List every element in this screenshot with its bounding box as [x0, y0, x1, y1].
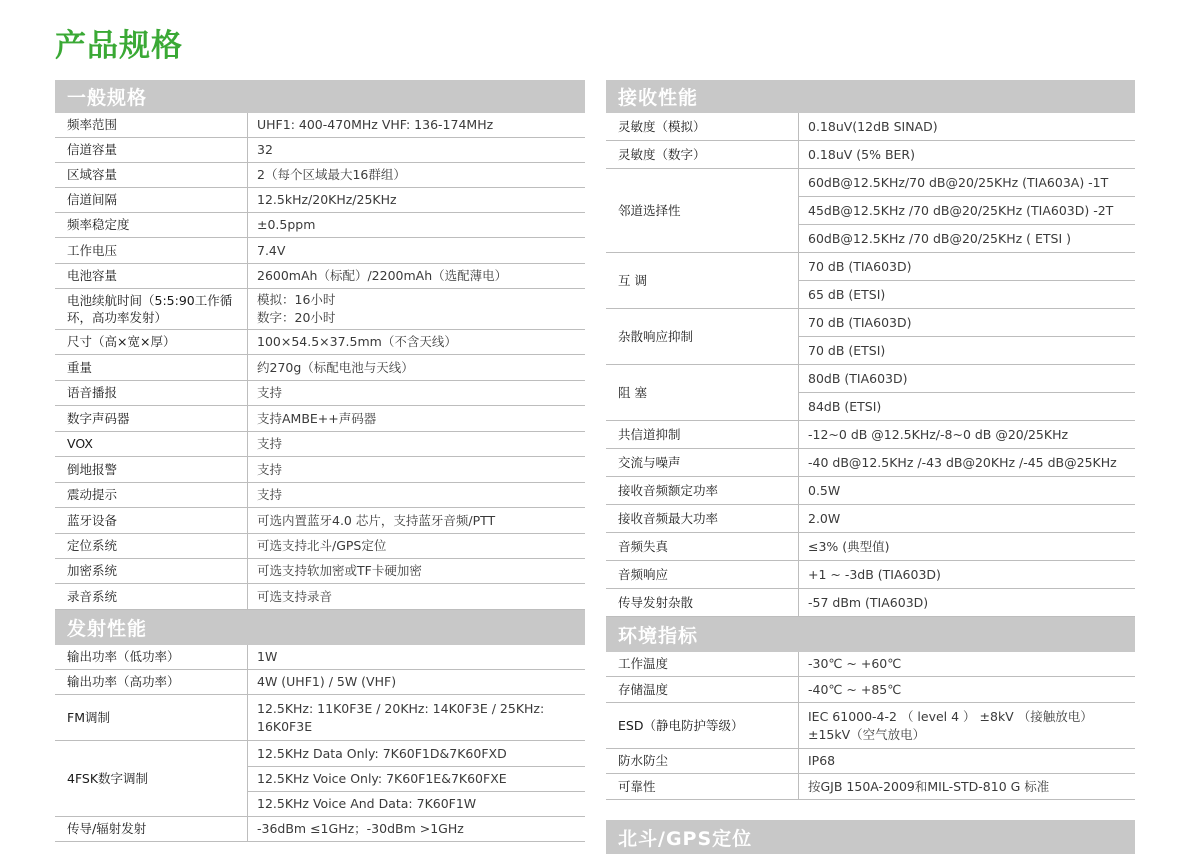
- spec-row: [606, 703, 1135, 749]
- spec-value: [799, 141, 1136, 169]
- spec-row: [55, 163, 585, 188]
- transmit-spec-table: [55, 645, 585, 842]
- spec-value: [248, 138, 586, 163]
- spec-value-line: 数字：20小时: [257, 310, 336, 325]
- spec-label: 音频响应: [606, 561, 799, 589]
- spec-row: [606, 113, 1135, 141]
- spec-value-line: 可选内置蓝牙4.0 芯片，支持蓝牙音频/PTT: [257, 512, 496, 528]
- spec-value: [799, 421, 1136, 449]
- spec-value: 70 dB (TIA603D): [799, 309, 1136, 337]
- spec-label: 倒地报警: [55, 457, 248, 483]
- spec-value-line: 0.18uV (5% BER): [808, 146, 915, 162]
- spec-value: 12.5KHz Data Only: 7K60F1D&7K60FXD: [248, 741, 586, 767]
- spec-value-line: 可选支持软加密或TF卡硬加密: [257, 563, 422, 578]
- spec-value-line: -30℃ ~ +60℃: [808, 656, 902, 671]
- general-spec-table: [55, 113, 585, 610]
- spec-label: 阻 塞: [606, 365, 799, 421]
- spec-value: 60dB@12.5KHz /70 dB@20/25KHz ( ETSI ): [799, 225, 1136, 253]
- spec-value: 80dB (TIA603D): [799, 365, 1136, 393]
- spec-label: 蓝牙设备: [55, 508, 248, 534]
- spec-row: [55, 534, 585, 559]
- spec-label: 可靠性: [606, 774, 799, 800]
- spec-label: ESD（静电防护等级）: [606, 703, 799, 749]
- spec-row: [606, 561, 1135, 589]
- spec-row: [55, 113, 585, 138]
- spec-value: [248, 213, 586, 238]
- spec-value: [248, 817, 586, 842]
- spec-label: 接收音频额定功率: [606, 477, 799, 505]
- spec-row: [55, 508, 585, 534]
- spec-row: [55, 213, 585, 238]
- spec-label: 尺寸（高×宽×厚）: [55, 330, 248, 355]
- spec-value: [248, 381, 586, 406]
- spec-row: [55, 188, 585, 213]
- spec-value: [248, 330, 586, 355]
- spec-value-line: IP68: [808, 753, 836, 768]
- spec-value-line: UHF1: 400-470MHz VHF: 136-174MHz: [257, 117, 494, 132]
- environment-spec-table: [606, 652, 1135, 800]
- spec-row: [606, 589, 1135, 617]
- spec-value: 84dB (ETSI): [799, 393, 1136, 421]
- spec-row: [55, 457, 585, 483]
- spec-value-line: 可选支持录音: [257, 588, 333, 604]
- spec-value-line: 2600mAh（标配）/2200mAh（选配薄电）: [257, 268, 508, 283]
- spec-label: 音频失真: [606, 533, 799, 561]
- spec-value-line: 约270g（标配电池与天线）: [257, 359, 414, 375]
- spec-label: 防水防尘: [606, 749, 799, 774]
- spec-label: 传导发射杂散: [606, 589, 799, 617]
- spec-value: [248, 264, 586, 289]
- spec-label: 加密系统: [55, 559, 248, 584]
- spec-value-line: -40℃ ~ +85℃: [808, 681, 902, 697]
- spec-label: 区域容量: [55, 163, 248, 188]
- spec-value: [799, 703, 1136, 749]
- spec-value-line: IEC 61000-4-2 （ level 4 ） ±8kV （接触放电）: [808, 708, 1093, 724]
- spec-value-line: 12.5KHz: 11K0F3E / 20KHz: 14K0F3E / 25KHz:: [257, 700, 545, 716]
- spec-label: 邻道选择性: [606, 169, 799, 253]
- spec-value: [248, 645, 586, 670]
- spec-value: [248, 238, 586, 264]
- spec-label: 工作温度: [606, 652, 799, 677]
- spec-label: 传导/辐射发射: [55, 817, 248, 842]
- spec-row: [55, 817, 585, 842]
- spec-value-line: -40 dB@12.5KHz /-43 dB@20KHz /-45 dB@25KHz: [808, 454, 1117, 470]
- spec-value: [248, 559, 586, 584]
- right-column: [606, 80, 1135, 854]
- spec-row: [606, 749, 1135, 774]
- spec-row: [55, 432, 585, 457]
- spec-row: [55, 138, 585, 163]
- spec-value-line: 模拟：16小时: [257, 292, 336, 307]
- spec-label: 电池续航时间（5:5:90工作循环，高功率发射）: [55, 289, 248, 330]
- spec-label: 共信道抑制: [606, 421, 799, 449]
- spec-value: [248, 355, 586, 381]
- spec-label: 输出功率（高功率）: [55, 670, 248, 695]
- spec-value-line: 支持: [257, 385, 283, 400]
- spec-value-line: 支持AMBE++声码器: [257, 410, 377, 426]
- spec-row: [606, 505, 1135, 533]
- spec-row: [606, 141, 1135, 169]
- spec-value-line: 0.18uV(12dB SINAD): [808, 118, 938, 134]
- spec-value: [248, 163, 586, 188]
- spec-row: [606, 652, 1135, 677]
- spec-label: 信道容量: [55, 138, 248, 163]
- spec-value: [799, 652, 1136, 677]
- spec-label: 数字声码器: [55, 406, 248, 432]
- spec-value: 45dB@12.5KHz /70 dB@20/25KHz (TIA603D) -2T: [799, 197, 1136, 225]
- spec-label: 互 调: [606, 253, 799, 309]
- spec-label: VOX: [55, 432, 248, 457]
- receive-spec-table: [606, 113, 1135, 617]
- left-column: [55, 80, 585, 842]
- section-environment-heading: 环境指标: [606, 617, 1135, 652]
- spec-value: [248, 406, 586, 432]
- spec-row: [606, 774, 1135, 800]
- spec-label: 录音系统: [55, 584, 248, 610]
- spec-label: 震动提示: [55, 483, 248, 508]
- spec-row: [55, 406, 585, 432]
- spec-value: [799, 589, 1136, 617]
- page-title: 产品规格: [55, 28, 183, 64]
- spec-value: 12.5KHz Voice Only: 7K60F1E&7K60FXE: [248, 767, 586, 792]
- spec-value-line: 按GJB 150A-2009和MIL-STD-810 G 标准: [808, 778, 1050, 794]
- section-transmit-heading: 发射性能: [55, 610, 585, 645]
- spec-label: 重量: [55, 355, 248, 381]
- spec-value-line: -57 dBm (TIA603D): [808, 594, 929, 610]
- section-receive-heading: 接收性能: [606, 80, 1135, 113]
- spec-label: 4FSK数字调制: [55, 741, 248, 817]
- spec-value-line: ±0.5ppm: [257, 217, 316, 232]
- spec-row: [55, 289, 585, 330]
- spec-value: [799, 561, 1136, 589]
- spec-value-line: 0.5W: [808, 482, 841, 498]
- spec-row: [606, 365, 1135, 393]
- spec-label: 语音播报: [55, 381, 248, 406]
- spec-row: [606, 253, 1135, 281]
- spec-value-line: 可选支持北斗/GPS定位: [257, 538, 387, 553]
- spec-row: [606, 421, 1135, 449]
- spec-value-line: -36dBm ≤1GHz；-30dBm >1GHz: [257, 821, 464, 836]
- spec-label: 灵敏度（数字）: [606, 141, 799, 169]
- spec-value: [248, 113, 586, 138]
- spec-label: 接收音频最大功率: [606, 505, 799, 533]
- spec-row: [55, 355, 585, 381]
- spec-value: [248, 289, 586, 330]
- spec-value-line: 32: [257, 142, 273, 157]
- spec-value: [799, 749, 1136, 774]
- spec-value: [799, 774, 1136, 800]
- spec-label: 定位系统: [55, 534, 248, 559]
- spec-row: [606, 533, 1135, 561]
- spec-row: [55, 483, 585, 508]
- spec-value-line: 2.0W: [808, 510, 841, 526]
- spec-value-line: 支持: [257, 436, 283, 451]
- spec-row: [606, 169, 1135, 197]
- spec-row: [55, 559, 585, 584]
- spec-value: [799, 449, 1136, 477]
- spec-value-line: 支持: [257, 461, 283, 477]
- spec-value: [248, 670, 586, 695]
- spec-value-line: ≤3% (典型值): [808, 538, 890, 554]
- spec-value: [248, 432, 586, 457]
- spec-value-line: 7.4V: [257, 242, 286, 258]
- spec-value: [248, 188, 586, 213]
- spec-value-line: 16K0F3E: [257, 718, 313, 734]
- spec-value: [799, 113, 1136, 141]
- spec-value-line: 支持: [257, 487, 283, 502]
- spec-row: [55, 670, 585, 695]
- spec-value-line: 1W: [257, 649, 278, 664]
- spec-value-line: ±15kV（空气放电）: [808, 726, 926, 742]
- spec-value: [799, 477, 1136, 505]
- spec-row: [55, 741, 585, 767]
- spec-value: [799, 677, 1136, 703]
- spec-value: [248, 508, 586, 534]
- spec-row: [606, 477, 1135, 505]
- spec-value: [248, 584, 586, 610]
- spec-row: [55, 238, 585, 264]
- spec-row: [55, 381, 585, 406]
- spec-value: 12.5KHz Voice And Data: 7K60F1W: [248, 792, 586, 817]
- spec-value: 65 dB (ETSI): [799, 281, 1136, 309]
- spec-value: 70 dB (ETSI): [799, 337, 1136, 365]
- spec-value: [248, 483, 586, 508]
- spec-label: 输出功率（低功率）: [55, 645, 248, 670]
- spec-label: 电池容量: [55, 264, 248, 289]
- spec-row: [55, 695, 585, 741]
- spec-label: 存储温度: [606, 677, 799, 703]
- section-gps-heading: 北斗/GPS定位: [606, 820, 1135, 854]
- spec-value-line: 2（每个区域最大16群组）: [257, 167, 406, 182]
- spec-value: [248, 695, 586, 741]
- spec-label: 频率范围: [55, 113, 248, 138]
- spec-value: 60dB@12.5KHz/70 dB@20/25KHz (TIA603A) -1T: [799, 169, 1136, 197]
- spec-row: [606, 309, 1135, 337]
- spec-label: FM调制: [55, 695, 248, 741]
- spec-row: [55, 645, 585, 670]
- spec-value-line: 12.5kHz/20KHz/25KHz: [257, 192, 397, 207]
- spec-label: 杂散响应抑制: [606, 309, 799, 365]
- spec-row: [55, 264, 585, 289]
- spec-row: [55, 330, 585, 355]
- spec-label: 频率稳定度: [55, 213, 248, 238]
- spec-label: 灵敏度（模拟）: [606, 113, 799, 141]
- section-general-heading: 一般规格: [55, 80, 585, 113]
- spec-value-line: 4W (UHF1) / 5W (VHF): [257, 674, 397, 689]
- spec-value-line: 100×54.5×37.5mm（不含天线）: [257, 334, 457, 349]
- spec-value: [799, 533, 1136, 561]
- spec-value: [248, 534, 586, 559]
- spec-row: [55, 584, 585, 610]
- spec-row: [606, 449, 1135, 477]
- spec-label: 信道间隔: [55, 188, 248, 213]
- spec-value: 70 dB (TIA603D): [799, 253, 1136, 281]
- spec-value-line: +1 ~ -3dB (TIA603D): [808, 566, 941, 582]
- spec-label: 交流与噪声: [606, 449, 799, 477]
- spec-row: [606, 677, 1135, 703]
- spec-value-line: -12~0 dB @12.5KHz/-8~0 dB @20/25KHz: [808, 426, 1069, 442]
- spec-value: [799, 505, 1136, 533]
- spec-value: [248, 457, 586, 483]
- spec-label: 工作电压: [55, 238, 248, 264]
